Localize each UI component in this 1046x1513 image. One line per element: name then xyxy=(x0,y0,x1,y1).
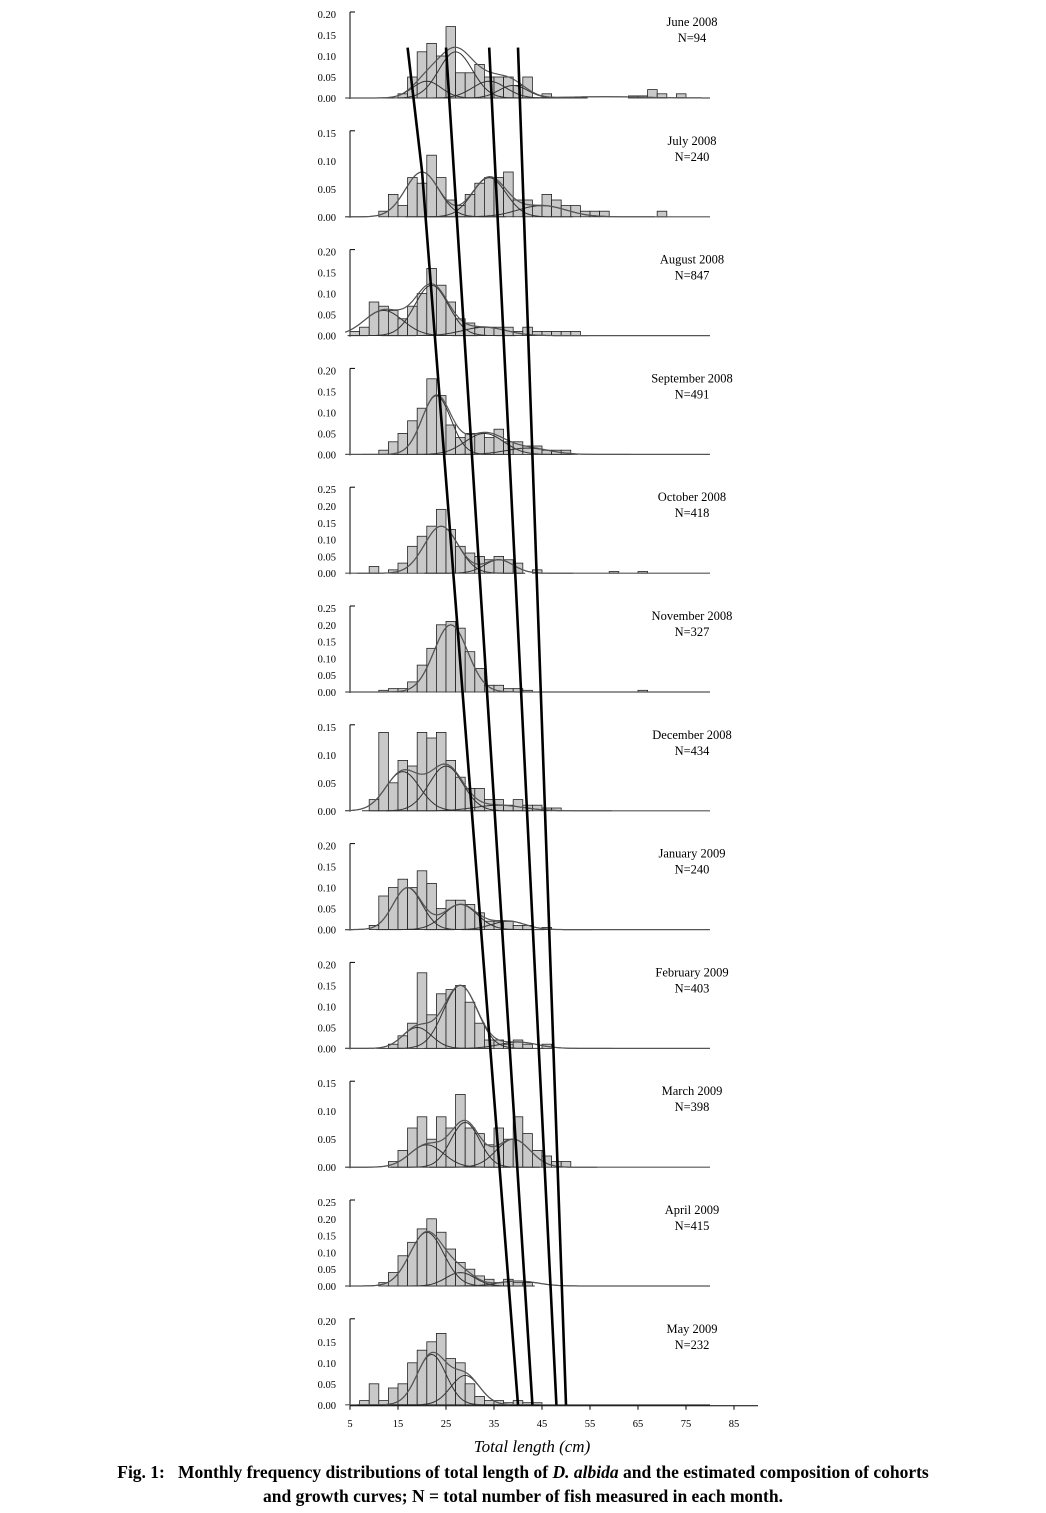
histogram-bar xyxy=(484,1401,494,1405)
y-tick-label: 0.00 xyxy=(317,450,336,462)
y-tick-label: 0.00 xyxy=(317,331,336,343)
histogram-bar xyxy=(484,438,494,455)
y-tick-label: 0.05 xyxy=(317,1265,336,1277)
x-axis-title: Total length (cm) xyxy=(473,1437,591,1456)
y-tick-label: 0.00 xyxy=(317,212,336,224)
histogram-bar xyxy=(465,194,475,216)
histogram-bar xyxy=(427,648,437,692)
panel-july-2008 xyxy=(318,129,717,224)
y-tick-label: 0.20 xyxy=(317,247,336,259)
histogram-bar xyxy=(398,206,408,217)
panel-month-label: January 2009 xyxy=(658,846,726,861)
y-tick-label: 0.15 xyxy=(317,1337,336,1349)
histogram-bar xyxy=(417,973,427,1049)
histogram-bar xyxy=(436,994,446,1049)
panel-february-2009 xyxy=(318,960,729,1055)
panel-n-label: N=398 xyxy=(674,1100,710,1115)
growth-line xyxy=(446,48,532,1405)
histogram-bar xyxy=(427,1219,437,1286)
histogram-bar xyxy=(465,73,475,98)
histogram-bar xyxy=(417,871,427,930)
y-tick-label: 0.10 xyxy=(317,535,336,547)
y-tick-label: 0.05 xyxy=(317,73,336,84)
y-tick-label: 0.10 xyxy=(317,408,336,420)
panel-month-label: September 2008 xyxy=(651,371,733,386)
y-tick-label: 0.00 xyxy=(317,925,336,937)
panel-march-2009 xyxy=(318,1079,723,1174)
histogram-bar xyxy=(465,1002,475,1048)
panel-month-label: July 2008 xyxy=(667,133,717,148)
histogram-bar xyxy=(475,1023,485,1048)
histogram-bar xyxy=(379,896,389,930)
y-tick-label: 0.00 xyxy=(317,1163,336,1175)
growth-line xyxy=(518,48,566,1405)
histogram-bar xyxy=(427,43,437,98)
histogram-bar xyxy=(532,1150,542,1167)
histogram-bar xyxy=(484,327,494,335)
y-tick-label: 0.15 xyxy=(317,981,336,993)
panel-month-label: February 2009 xyxy=(655,965,729,980)
histogram-bar xyxy=(369,566,379,573)
y-tick-label: 0.20 xyxy=(317,10,336,21)
y-tick-label: 0.20 xyxy=(317,502,336,513)
histogram-bar xyxy=(427,1342,437,1405)
y-tick-label: 0.05 xyxy=(317,1023,336,1035)
panel-n-label: N=240 xyxy=(674,862,710,877)
histogram-bar xyxy=(350,331,360,335)
x-tick-label: 85 xyxy=(728,1418,740,1430)
growth-line xyxy=(408,48,518,1405)
panel-n-label: N=847 xyxy=(674,268,710,283)
y-tick-label: 0.00 xyxy=(317,1282,336,1293)
histogram-bar xyxy=(398,433,408,454)
histogram-bar xyxy=(436,1232,446,1286)
histogram-bar xyxy=(504,172,514,217)
panel-month-label: October 2008 xyxy=(657,490,727,505)
x-tick-label: 55 xyxy=(584,1418,596,1430)
panel-month-label: August 2008 xyxy=(659,252,725,267)
panel-n-label: N=491 xyxy=(674,387,710,402)
histogram-bar xyxy=(446,621,456,692)
panel-n-label: N=94 xyxy=(677,31,707,45)
panel-month-label: December 2008 xyxy=(652,727,732,742)
histogram-bar xyxy=(398,760,408,810)
histogram-bar xyxy=(475,1396,485,1404)
histogram-bar xyxy=(456,546,466,573)
panel-november-2008 xyxy=(318,604,733,699)
x-tick-label: 25 xyxy=(440,1418,452,1430)
histogram-bar xyxy=(427,379,437,455)
y-tick-label: 0.15 xyxy=(317,1231,336,1243)
histogram-bar xyxy=(388,783,398,811)
y-tick-label: 0.00 xyxy=(317,1044,336,1056)
y-tick-label: 0.15 xyxy=(317,637,336,649)
panel-september-2008 xyxy=(318,366,733,461)
histogram-bar xyxy=(523,1044,533,1048)
y-tick-label: 0.10 xyxy=(317,1107,336,1119)
histogram-bar xyxy=(456,985,466,1048)
y-tick-label: 0.15 xyxy=(317,862,336,874)
y-tick-label: 0.25 xyxy=(317,485,336,497)
x-tick-label: 35 xyxy=(488,1418,500,1430)
y-tick-label: 0.25 xyxy=(317,604,336,615)
caption-prefix: Fig. 1: xyxy=(117,1462,165,1482)
histogram-bar xyxy=(408,306,418,335)
histogram-bar xyxy=(436,56,446,98)
y-tick-label: 0.20 xyxy=(317,620,336,632)
y-tick-label: 0.10 xyxy=(317,883,336,895)
histogram-bar xyxy=(427,155,437,217)
panel-month-label: April 2009 xyxy=(664,1203,720,1217)
panel-month-label: November 2008 xyxy=(651,609,733,623)
histogram-bar xyxy=(417,294,427,336)
histogram-bar xyxy=(494,429,504,454)
x-tick-label: 45 xyxy=(536,1418,548,1430)
histogram-bar xyxy=(571,331,581,335)
summed-curve xyxy=(345,625,710,692)
panel-n-label: N=415 xyxy=(674,1219,710,1233)
y-tick-label: 0.20 xyxy=(317,841,336,853)
histogram-bar xyxy=(465,1128,475,1167)
growth-lines-layer xyxy=(408,48,566,1405)
histogram-bar xyxy=(484,178,494,217)
y-tick-label: 0.20 xyxy=(317,366,336,378)
panel-month-label: June 2008 xyxy=(666,15,718,29)
histogram-bar xyxy=(427,1015,437,1049)
y-tick-label: 0.05 xyxy=(317,552,336,564)
panel-n-label: N=434 xyxy=(674,743,710,758)
histogram-bar xyxy=(360,327,370,335)
y-tick-label: 0.10 xyxy=(317,654,336,666)
y-tick-label: 0.20 xyxy=(317,1316,336,1328)
growth-line xyxy=(489,48,556,1405)
y-tick-label: 0.10 xyxy=(317,289,336,301)
y-tick-label: 0.00 xyxy=(317,94,336,105)
y-tick-label: 0.15 xyxy=(317,518,336,530)
panel-august-2008 xyxy=(318,248,725,343)
histogram-bar xyxy=(494,556,504,573)
histogram-bar xyxy=(513,800,523,811)
caption-text-after: and the estimated composition of cohorts xyxy=(618,1462,929,1482)
histogram-bar xyxy=(561,331,571,335)
y-tick-label: 0.10 xyxy=(317,52,336,63)
histogram-bar xyxy=(408,546,418,573)
histogram-bar xyxy=(456,1262,466,1286)
caption-text-before: Monthly frequency distributions of total length of xyxy=(178,1462,553,1482)
y-tick-label: 0.15 xyxy=(317,387,336,399)
y-tick-label: 0.05 xyxy=(317,1135,336,1147)
histogram-bar xyxy=(360,1401,370,1405)
x-tick-label: 75 xyxy=(680,1418,692,1430)
histogram-bar xyxy=(408,421,418,455)
y-tick-label: 0.15 xyxy=(317,268,336,280)
y-tick-label: 0.15 xyxy=(317,722,336,734)
x-tick-label: 65 xyxy=(632,1418,644,1430)
histogram-bar xyxy=(456,1094,466,1167)
panel-october-2008 xyxy=(318,485,727,580)
histogram-bar xyxy=(408,1128,418,1167)
panel-n-label: N=327 xyxy=(674,625,710,639)
histogram-bar xyxy=(513,1283,523,1286)
y-tick-label: 0.15 xyxy=(317,31,336,42)
caption-species: D. albida xyxy=(552,1462,619,1482)
histogram-bar xyxy=(532,206,542,217)
x-tick-label: 15 xyxy=(392,1418,404,1430)
histogram-bar xyxy=(475,433,485,454)
x-axis xyxy=(347,1406,758,1430)
histogram-bar xyxy=(398,879,408,929)
histogram-bar xyxy=(446,900,456,929)
y-tick-label: 0.00 xyxy=(317,806,336,818)
y-tick-label: 0.00 xyxy=(317,688,336,699)
histogram-bar xyxy=(657,211,667,217)
histogram-bar xyxy=(648,90,658,98)
histogram-bar xyxy=(504,1139,514,1167)
histogram-bar xyxy=(523,77,533,98)
caption-line-2: and growth curves; N = total number of fish measured in each month. xyxy=(263,1486,783,1506)
histogram-bar xyxy=(379,732,389,810)
histogram-bar xyxy=(417,408,427,454)
histogram-bar xyxy=(504,921,514,929)
y-tick-label: 0.20 xyxy=(317,960,336,972)
y-tick-label: 0.05 xyxy=(317,184,336,196)
x-tick-label: 5 xyxy=(347,1418,353,1430)
panel-n-label: N=240 xyxy=(674,149,710,164)
y-tick-label: 0.15 xyxy=(317,128,336,140)
y-tick-label: 0.00 xyxy=(317,1400,336,1412)
y-tick-label: 0.05 xyxy=(317,310,336,322)
y-tick-label: 0.20 xyxy=(317,1214,336,1226)
y-tick-label: 0.05 xyxy=(317,671,336,683)
panel-n-label: N=403 xyxy=(674,981,710,996)
histogram-bar xyxy=(369,302,379,336)
panel-n-label: N=418 xyxy=(674,506,710,521)
y-tick-label: 0.05 xyxy=(317,429,336,441)
histogram-bar xyxy=(388,888,398,930)
histogram-bar xyxy=(369,1384,379,1405)
caption-line-1 xyxy=(0,1460,1046,1484)
panel-n-label: N=232 xyxy=(674,1337,710,1352)
y-tick-label: 0.25 xyxy=(317,1198,336,1209)
y-tick-label: 0.10 xyxy=(317,1358,336,1370)
y-tick-label: 0.10 xyxy=(317,1002,336,1014)
panel-month-label: March 2009 xyxy=(661,1084,723,1099)
y-tick-label: 0.05 xyxy=(317,904,336,916)
panel-month-label: May 2009 xyxy=(666,1321,718,1336)
panel-april-2009 xyxy=(318,1198,720,1293)
figure-caption xyxy=(0,1460,1046,1508)
y-tick-label: 0.10 xyxy=(317,750,336,762)
y-tick-label: 0.10 xyxy=(317,156,336,168)
histogram-bar xyxy=(417,1117,427,1167)
histogram-bar xyxy=(398,1036,408,1049)
y-tick-label: 0.05 xyxy=(317,778,336,790)
y-tick-label: 0.15 xyxy=(317,1079,336,1091)
panel-january-2009 xyxy=(318,842,726,937)
histogram-bar xyxy=(417,665,427,692)
y-tick-label: 0.05 xyxy=(317,1379,336,1391)
y-tick-label: 0.00 xyxy=(317,569,336,581)
y-tick-label: 0.10 xyxy=(317,1248,336,1260)
histogram-bar xyxy=(436,509,446,573)
